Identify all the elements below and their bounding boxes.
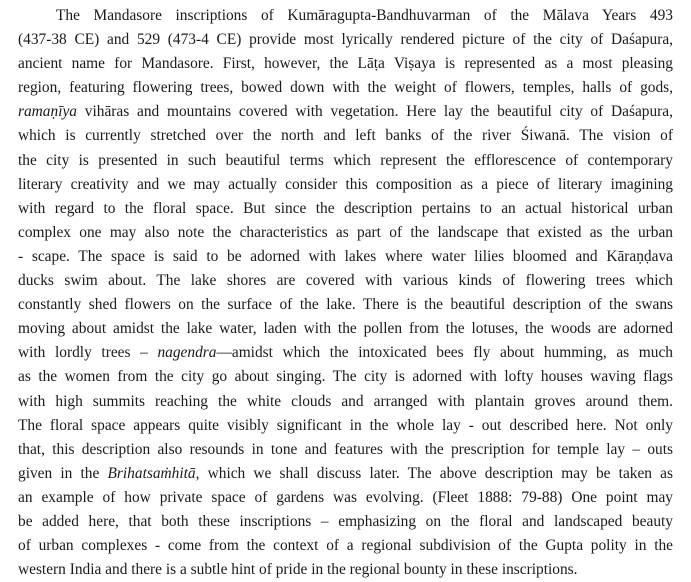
paragraph-line: ancient name for Mandasore. First, however, the Lāṭa Viṣaya is represented as a most pleasing (18, 55, 673, 73)
paragraph-line: (437-38 CE) and 529 (473-4 CE) provide most lyrically rendered picture of the city of Daśapura, (18, 31, 673, 49)
paragraph-line: with lordly trees – nagendra—amidst which the intoxicated bees fly about humming, as much (18, 344, 674, 362)
paragraph-line: ducks swim about. The lake shores are covered with various kinds of flowering trees which (18, 272, 673, 290)
paragraph-line: - scape. The space is said to be adorned with lakes where water lilies bloomed and Kāraṇḍava (18, 247, 673, 265)
paragraph-line: with high summits reaching the white clouds and arranged with plantain groves around them. (18, 392, 673, 410)
document-page (18, 4, 673, 582)
paragraph-line: ramaṇīya vihāras and mountains covered with vegetation. Here lay the beautiful city of Daśapura, (18, 103, 673, 121)
italic-term: ramaṇīya (18, 103, 77, 121)
italic-term: Brihatsaṁhitā, (107, 464, 200, 482)
paragraph-line: which is currently stretched over the north and left banks of the river Śiwanā. The vision of (18, 127, 673, 145)
paragraph-line: The floral space appears quite visibly significant in the whole lay - out described here. Not only (18, 416, 673, 434)
paragraph-line: given in the Brihatsaṁhitā, which we shall discuss later. The above description may be taken as (18, 464, 673, 482)
paragraph-line: as the women from the city go about singing. The city is adorned with lofty houses waving flags (18, 368, 673, 386)
paragraph-line: of urban complexes - come from the context of a regional subdivision of the Gupta polity in the (18, 537, 673, 555)
paragraph-line: region, featuring flowering trees, bowed down with the weight of flowers, temples, halls of gods, (18, 79, 673, 97)
paragraph-line: the city is presented in such beautiful terms which represent the efflorescence of contemporary (18, 151, 673, 169)
paragraph-line: an example of how private space of gardens was evolving. (Fleet 1888: 79-88) One point may (18, 488, 673, 506)
paragraph-line: constantly shed flowers on the surface of the lake. There is the beautiful description of the swans (18, 296, 673, 314)
paragraph-line: complex one may also note the characteristics as part of the landscape that existed as the urban (18, 223, 673, 241)
italic-term: nagendra (157, 344, 217, 362)
paragraph-line: moving about amidst the lake water, laden with the pollen from the lotuses, the woods are adorned (18, 320, 673, 338)
paragraph-line: be added here, that both these inscriptions – emphasizing on the floral and landscaped beauty (18, 512, 673, 530)
paragraph-line: literary creativity and we may actually consider this composition as a piece of literary imagining (18, 175, 673, 193)
paragraph-line: with regard to the floral space. But since the description pertains to an actual historical urban (18, 199, 673, 217)
paragraph-line: The Mandasore inscriptions of Kumāragupta-Bandhuvarman of the Mālava Years 493 (56, 7, 673, 24)
paragraph-line: that, this description also resounds in tone and features with the prescription for temple lay – outs (18, 440, 673, 458)
paragraph-line: western India and there is a subtle hint of pride in the regional bounty in these inscriptions. (18, 561, 578, 579)
